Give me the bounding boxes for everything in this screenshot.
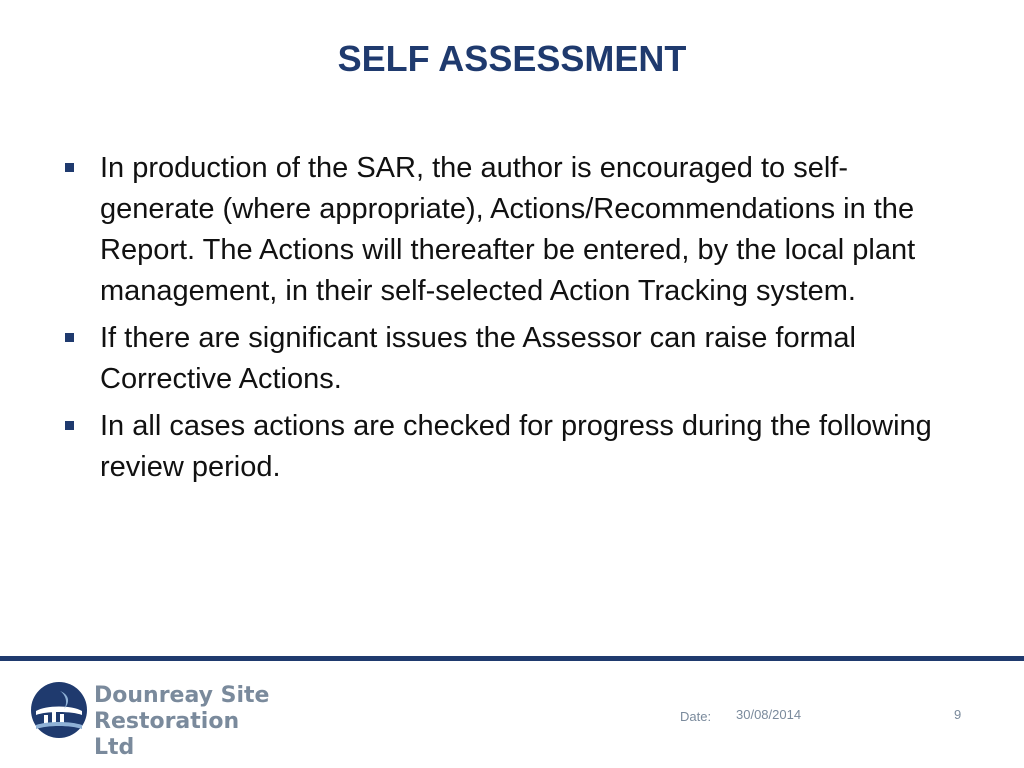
date-value: 30/08/2014 bbox=[736, 707, 802, 722]
slide-title: SELF ASSESSMENT bbox=[337, 38, 687, 79]
bullet-item bbox=[62, 148, 962, 312]
bullet-item bbox=[62, 406, 962, 488]
dounreay-logo-icon bbox=[30, 681, 88, 739]
bullet-text: In production of the SAR, the author is encouraged to self-generate (where appropriate), Actions/Recommendations in the Report. The Actions will thereafter be entered, by the local plant management, in their self-selected Action Tracking system. bbox=[100, 152, 916, 307]
date-label: Date: bbox=[680, 709, 712, 724]
square-bullet-icon bbox=[65, 163, 74, 172]
company-logo bbox=[30, 681, 280, 760]
footer-divider bbox=[0, 656, 1024, 661]
bullet-list bbox=[62, 148, 962, 494]
bullet-text: In all cases actions are checked for progress during the following review period. bbox=[100, 410, 932, 483]
logo-line-1: Dounreay Site bbox=[94, 683, 270, 708]
bullet-text: If there are significant issues the Assessor can raise formal Corrective Actions. bbox=[100, 322, 856, 395]
bullet-item bbox=[62, 318, 962, 400]
square-bullet-icon bbox=[65, 333, 74, 342]
square-bullet-icon bbox=[65, 421, 74, 430]
logo-text bbox=[94, 683, 280, 761]
logo-line-2: Restoration Ltd bbox=[94, 709, 240, 760]
page-number: 9 bbox=[954, 707, 962, 722]
